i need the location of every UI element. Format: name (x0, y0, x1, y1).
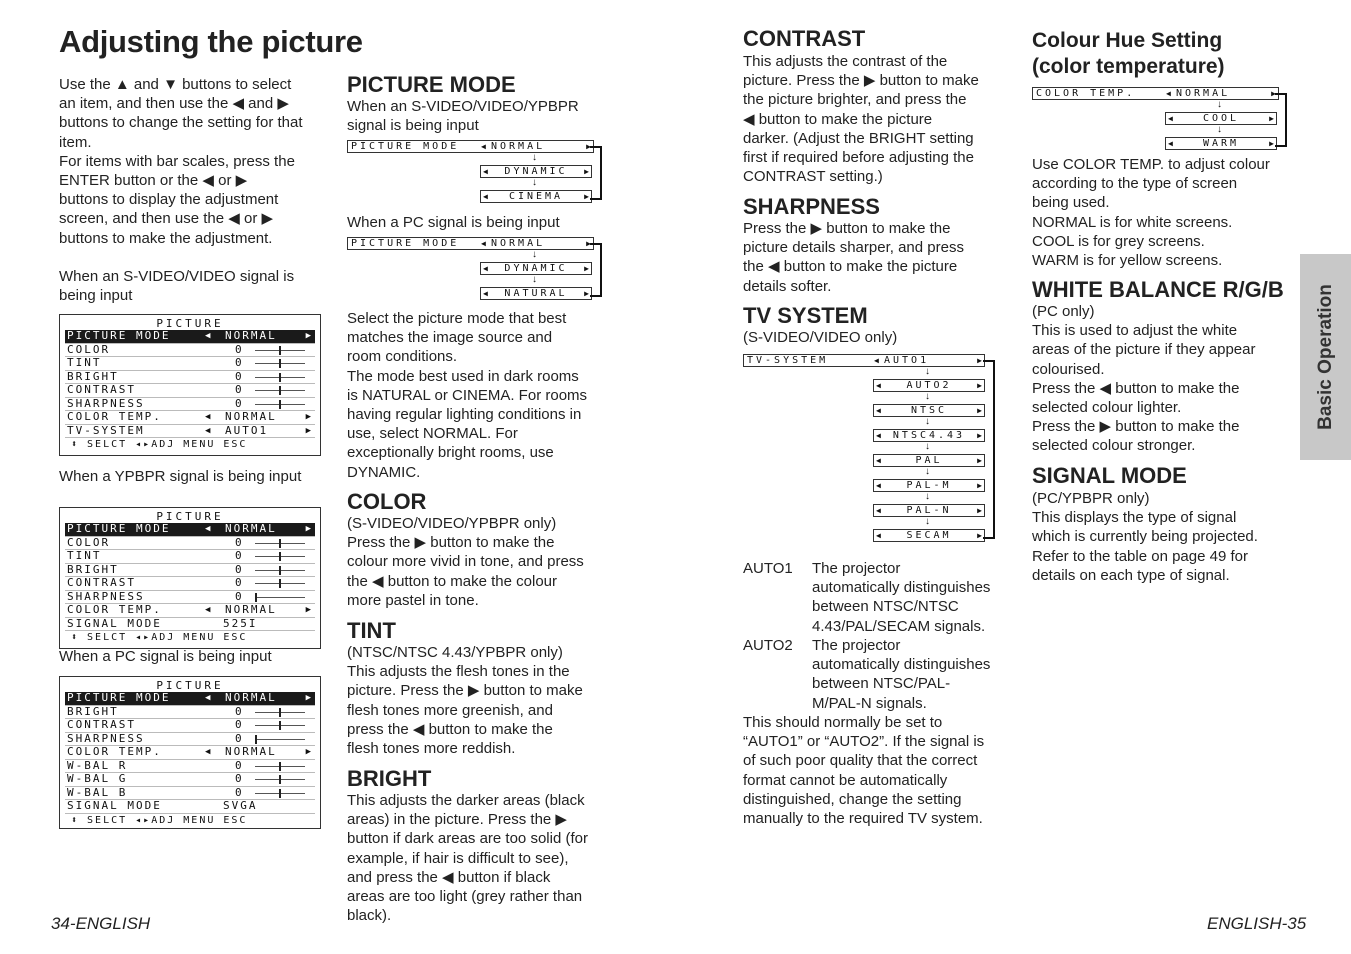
selector-value: PAL (915, 455, 943, 466)
left-arrow-icon: ◀ (205, 524, 213, 534)
osd-row-label: CONTRAST (67, 718, 136, 731)
selector-value: CINEMA (508, 191, 564, 202)
selector-value: SECAM (906, 530, 952, 541)
svideo-caption: When an S-VIDEO/VIDEO signal is being input (59, 268, 295, 305)
osd-row-value: NORMAL (225, 329, 277, 342)
tv-system-selector (743, 354, 993, 546)
osd-row (65, 719, 315, 733)
level-knob (279, 789, 281, 798)
osd-row-value: 0 (235, 369, 244, 383)
osd-row (65, 760, 315, 774)
osd-row-label: SIGNAL MODE (67, 616, 162, 630)
level-knob (279, 346, 281, 355)
osd-row-value: 0 (235, 576, 244, 589)
osd-row-label: PICTURE MODE (67, 691, 171, 704)
left-arrow-icon: ◀ (876, 431, 881, 440)
osd-row-value: 0 (235, 704, 244, 718)
down-arrow-icon: ↓ (925, 491, 930, 502)
osd-row-label: TINT (67, 549, 102, 562)
color-body: (S-VIDEO/VIDEO/YPBPR only) Press the ▶ button to make the colour more vivid in tone, and press the ◀ button to make the colour more pastel in tone. (347, 515, 584, 609)
selector-label: PICTURE MODE (351, 141, 460, 152)
osd-picture-menu-pc (59, 676, 321, 829)
auto2-definition (743, 636, 1005, 713)
osd-row (65, 746, 315, 760)
selector-option-box (873, 529, 985, 542)
osd-row-label: SIGNAL MODE (67, 799, 162, 812)
right-arrow-icon: ▶ (1269, 139, 1274, 148)
osd-row (65, 577, 315, 591)
osd-row-label: BRIGHT (67, 369, 119, 383)
osd-row (65, 618, 315, 632)
signal-mode-heading: SIGNAL MODE (1032, 463, 1187, 488)
right-arrow-icon: ▶ (305, 412, 313, 422)
left-arrow-icon: ◀ (1168, 114, 1173, 123)
level-bar (255, 556, 305, 557)
osd-row-value: 0 (235, 758, 244, 772)
right-arrow-icon: ▶ (977, 356, 982, 365)
page-title: Adjusting the picture (59, 24, 363, 59)
picture-mode-video-caption: When an S-VIDEO/VIDEO/YPBPR signal is being input (347, 98, 579, 135)
left-arrow-icon: ◀ (205, 412, 213, 422)
right-arrow-icon: ▶ (977, 381, 982, 390)
left-arrow-icon: ◀ (876, 506, 881, 515)
osd-row-label: W-BAL B (67, 785, 128, 799)
level-knob (279, 359, 281, 368)
level-knob (279, 552, 281, 561)
level-bar (255, 779, 305, 780)
level-bar (255, 350, 305, 351)
white-balance-heading: WHITE BALANCE R/G/B (1032, 277, 1284, 302)
down-arrow-icon: ↓ (1217, 99, 1222, 110)
osd-row-label: CONTRAST (67, 383, 136, 396)
osd-row-label: BRIGHT (67, 704, 119, 718)
right-arrow-icon: ▶ (586, 239, 591, 248)
osd-row-value: 525I (223, 616, 258, 630)
contrast-body: This adjusts the contrast of the picture. Press the ▶ button to make the picture brighter, and press the ◀ button to make the picture darker. (Adjust the BRIGHT setting first if required before adjusting the CONTRAST setting.) (743, 53, 979, 186)
osd-row-label: COLOR TEMP. (67, 410, 162, 423)
level-knob (279, 373, 281, 382)
color-heading: COLOR (347, 489, 427, 514)
down-arrow-icon: ↓ (1217, 124, 1222, 135)
osd-row (65, 411, 315, 425)
bright-body: This adjusts the darker areas (black areas) in the picture. Press the ▶ button if dark areas are too solid (for example, if hair is difficult to see), and press the ◀ button if black areas are too light (grey rather than black). (347, 792, 588, 925)
cycle-loop-line (983, 360, 995, 539)
osd-title: PICTURE (156, 510, 224, 523)
left-arrow-icon: ◀ (1168, 139, 1173, 148)
auto1-desc: The projector automatically distinguishes between NTSC/NTSC 4.43/PAL/SECAM signals. (812, 560, 991, 635)
osd-row-value: 0 (235, 342, 244, 356)
right-arrow-icon: ▶ (305, 693, 313, 703)
level-bar (255, 570, 305, 571)
bright-heading: BRIGHT (347, 766, 432, 791)
selector-current-box (1032, 87, 1279, 100)
auto2-desc: The projector automatically distinguishes between NTSC/PAL- M/PAL-N signals. (812, 637, 991, 712)
osd-row-value: 0 (235, 396, 244, 410)
left-arrow-icon: ◀ (205, 331, 213, 341)
osd-row-value: NORMAL (225, 691, 277, 704)
osd-row-value: NORMAL (225, 603, 277, 616)
osd-row-value: 0 (235, 718, 244, 731)
osd-row-value: NORMAL (225, 522, 277, 535)
selector-value: PAL-N (906, 505, 952, 516)
osd-row (65, 371, 315, 385)
osd-row-label: SHARPNESS (67, 589, 145, 603)
down-arrow-icon: ↓ (532, 249, 537, 260)
right-arrow-icon: ▶ (305, 524, 313, 534)
osd-row-value: 0 (235, 731, 244, 745)
level-knob (279, 386, 281, 395)
level-knob (279, 721, 281, 730)
osd-row-label: TINT (67, 356, 102, 369)
osd-footer: ⬍ SELCT ◂▸ADJ MENU ESC (71, 632, 248, 643)
right-arrow-icon: ▶ (584, 192, 589, 201)
left-arrow-icon: ◀ (1166, 89, 1171, 98)
left-arrow-icon: ◀ (205, 605, 213, 615)
right-arrow-icon: ▶ (584, 289, 589, 298)
osd-row (65, 384, 315, 398)
osd-row-value: 0 (235, 383, 244, 396)
osd-row (65, 591, 315, 605)
auto1-term: AUTO1 (743, 560, 793, 577)
ypbpr-caption: When a YPBPR signal is being input (59, 468, 302, 485)
level-bar (255, 363, 305, 364)
down-arrow-icon: ↓ (925, 516, 930, 527)
right-arrow-icon: ▶ (305, 747, 313, 757)
osd-row-value: 0 (235, 356, 244, 369)
selector-value: DYNAMIC (504, 166, 568, 177)
level-knob (279, 579, 281, 588)
picture-mode-pc-selector (347, 237, 612, 303)
selector-value: WARM (1202, 138, 1240, 149)
selector-current-box (347, 140, 594, 153)
level-bar (255, 390, 305, 391)
contrast-heading: CONTRAST (743, 26, 866, 51)
selector-current-box (347, 237, 594, 250)
osd-row (65, 523, 315, 537)
osd-row (65, 604, 315, 618)
osd-row (65, 537, 315, 551)
level-bar (255, 793, 305, 794)
level-bar (255, 583, 305, 584)
selector-option-box (480, 190, 592, 203)
right-arrow-icon: ▶ (305, 425, 313, 436)
level-knob (255, 593, 257, 602)
level-knob (255, 735, 257, 744)
osd-row-label: SHARPNESS (67, 731, 145, 745)
intro-text: Use the ▲ and ▼ buttons to select an item, and then use the ◀ and ▶ buttons to change the setting for that item. For items with bar scales, press the ENTER button or the ◀ or ▶ buttons to display the adjustment screen, and then use the ◀ or ▶ buttons to make the adjustment. (59, 76, 303, 247)
osd-row-label: BRIGHT (67, 562, 119, 576)
osd-row (65, 787, 315, 801)
level-bar (255, 597, 305, 598)
selector-option-box (480, 287, 592, 300)
osd-row (65, 706, 315, 720)
osd-row-value: 0 (235, 772, 244, 785)
colour-hue-body: Use COLOR TEMP. to adjust colour according to the type of screen being used. NORMAL is for white screens. COOL is for grey screens. WARM is for yellow screens. (1032, 156, 1270, 270)
picture-mode-heading: PICTURE MODE (347, 72, 516, 97)
cycle-loop-line (590, 243, 602, 297)
left-arrow-icon: ◀ (876, 456, 881, 465)
level-bar (255, 739, 305, 740)
right-arrow-icon: ▶ (305, 331, 313, 341)
section-tab (1300, 254, 1351, 460)
left-arrow-icon: ◀ (876, 481, 881, 490)
left-arrow-icon: ◀ (483, 289, 488, 298)
osd-row (65, 773, 315, 787)
level-bar (255, 377, 305, 378)
selector-label: COLOR TEMP. (1036, 88, 1136, 99)
left-arrow-icon: ◀ (876, 406, 881, 415)
osd-row-label: W-BAL R (67, 758, 128, 772)
osd-row-value: 0 (235, 562, 244, 576)
cycle-loop-line (1275, 93, 1287, 147)
right-arrow-icon: ▶ (977, 431, 982, 440)
tv-system-body: This should normally be set to “AUTO1” or “AUTO2”. If the signal is of such poor quality that the correct format cannot be automatically distinguished, change the setting manually to the required TV system. (743, 714, 985, 828)
selector-value: NTSC (910, 405, 948, 416)
osd-row (65, 330, 315, 344)
osd-row (65, 692, 315, 706)
down-arrow-icon: ↓ (532, 152, 537, 163)
selector-label: TV-SYSTEM (747, 355, 829, 366)
left-arrow-icon: ◀ (481, 142, 486, 151)
sharpness-body: Press the ▶ button to make the picture details sharper, and press the ◀ button to make the picture details softer. (743, 220, 964, 295)
level-knob (279, 539, 281, 548)
tint-body: (NTSC/NTSC 4.43/YPBPR only) This adjusts the flesh tones in the picture. Press the ▶ button to make flesh tones more greenish, and press the ◀ button to make the flesh tones more reddish. (347, 644, 583, 758)
right-arrow-icon: ▶ (584, 167, 589, 176)
osd-row (65, 550, 315, 564)
level-knob (279, 708, 281, 717)
osd-row (65, 564, 315, 578)
level-bar (255, 712, 305, 713)
osd-row (65, 733, 315, 747)
level-bar (255, 766, 305, 767)
osd-row-value: 0 (235, 589, 244, 603)
left-arrow-icon: ◀ (483, 192, 488, 201)
osd-footer: ⬍ SELCT ◂▸ADJ MENU ESC (71, 814, 248, 826)
level-knob (279, 400, 281, 409)
osd-row-label: COLOR (67, 535, 111, 549)
right-arrow-icon: ▶ (305, 605, 313, 615)
osd-row-label: COLOR (67, 342, 111, 356)
osd-row (65, 800, 315, 814)
osd-title: PICTURE (156, 317, 224, 330)
auto1-definition (743, 559, 1005, 636)
right-arrow-icon: ▶ (584, 264, 589, 273)
osd-row (65, 344, 315, 358)
osd-row (65, 357, 315, 371)
osd-row-label: W-BAL G (67, 772, 128, 785)
level-knob (279, 762, 281, 771)
level-bar (255, 543, 305, 544)
selector-option-box (1165, 137, 1277, 150)
osd-row-label: SHARPNESS (67, 396, 145, 410)
selector-value: AUTO1 (884, 355, 930, 366)
color-temp-selector (1032, 87, 1297, 153)
level-knob (279, 775, 281, 784)
selector-value: COOL (1202, 113, 1240, 124)
osd-row-value: 0 (235, 549, 244, 562)
right-arrow-icon: ▶ (977, 406, 982, 415)
selector-value: NTSC4.43 (892, 430, 966, 441)
selector-current-box (743, 354, 985, 367)
osd-row-value: NORMAL (225, 745, 277, 758)
osd-row-label: PICTURE MODE (67, 522, 171, 535)
left-arrow-icon: ◀ (481, 239, 486, 248)
selector-value: DYNAMIC (504, 263, 568, 274)
picture-mode-body: Select the picture mode that best matches the image source and room conditions. The mode best used in dark rooms is NATURAL or CINEMA. For rooms having regular lighting conditions in use, select NORMAL. For exceptionally bright rooms, use DYNAMIC. (347, 310, 588, 481)
left-arrow-icon: ◀ (876, 381, 881, 390)
tint-heading: TINT (347, 618, 396, 643)
sharpness-heading: SHARPNESS (743, 194, 880, 219)
left-arrow-icon: ◀ (205, 747, 213, 757)
tv-system-sub: (S-VIDEO/VIDEO only) (743, 329, 898, 346)
selector-label: PICTURE MODE (351, 238, 460, 249)
picture-mode-video-selector (347, 140, 612, 206)
osd-row-value: 0 (235, 785, 244, 799)
osd-row (65, 398, 315, 412)
colour-hue-heading: Colour Hue Setting (color temperature) (1032, 29, 1225, 78)
right-arrow-icon: ▶ (1269, 114, 1274, 123)
left-arrow-icon: ◀ (483, 167, 488, 176)
tv-system-heading: TV SYSTEM (743, 303, 868, 328)
down-arrow-icon: ↓ (925, 391, 930, 402)
selector-value: NORMAL (491, 238, 546, 249)
signal-mode-body: (PC/YPBPR only) This displays the type of signal which is currently being projected. Refer to the table on page 49 for details on each type of signal. (1032, 490, 1258, 584)
osd-picture-menu-svideo (59, 314, 321, 456)
section-tab-label: Basic Operation (1314, 284, 1336, 430)
osd-row-label: COLOR TEMP. (67, 603, 162, 616)
cycle-loop-line (590, 146, 602, 200)
osd-row-value: SVGA (223, 799, 258, 812)
osd-row (65, 425, 315, 439)
osd-row-value: 0 (235, 535, 244, 549)
selector-value: NORMAL (491, 141, 546, 152)
selector-value: PAL-M (906, 480, 952, 491)
osd-title: PICTURE (156, 679, 224, 692)
right-arrow-icon: ▶ (1271, 89, 1276, 98)
osd-row-label: PICTURE MODE (67, 329, 171, 342)
left-arrow-icon: ◀ (483, 264, 488, 273)
footer-left: 34-ENGLISH (51, 914, 151, 933)
down-arrow-icon: ↓ (532, 177, 537, 188)
osd-row-label: COLOR TEMP. (67, 745, 162, 758)
down-arrow-icon: ↓ (532, 274, 537, 285)
pc-caption: When a PC signal is being input (59, 648, 272, 665)
level-knob (279, 566, 281, 575)
osd-footer: ⬍ SELCT ◂▸ADJ MENU ESC (71, 439, 248, 450)
right-arrow-icon: ▶ (977, 481, 982, 490)
right-arrow-icon: ▶ (977, 531, 982, 540)
left-arrow-icon: ◀ (876, 531, 881, 540)
down-arrow-icon: ↓ (925, 416, 930, 427)
selector-value: NORMAL (1176, 88, 1231, 99)
right-arrow-icon: ▶ (586, 142, 591, 151)
right-arrow-icon: ▶ (977, 456, 982, 465)
picture-mode-pc-caption: When a PC signal is being input (347, 214, 560, 231)
left-arrow-icon: ◀ (205, 693, 213, 703)
selector-value: AUTO2 (906, 380, 952, 391)
osd-row-value: AUTO1 (225, 423, 269, 437)
down-arrow-icon: ↓ (925, 366, 930, 377)
left-arrow-icon: ◀ (874, 356, 879, 365)
osd-row-label: CONTRAST (67, 576, 136, 589)
osd-picture-menu-ypbpr (59, 507, 321, 649)
auto2-term: AUTO2 (743, 637, 793, 654)
down-arrow-icon: ↓ (925, 466, 930, 477)
down-arrow-icon: ↓ (925, 441, 930, 452)
selector-value: NATURAL (504, 288, 568, 299)
right-arrow-icon: ▶ (977, 506, 982, 515)
level-bar (255, 404, 305, 405)
left-arrow-icon: ◀ (205, 425, 213, 436)
level-bar (255, 725, 305, 726)
osd-row-value: NORMAL (225, 410, 277, 423)
osd-row-label: TV-SYSTEM (67, 423, 145, 437)
white-balance-body: (PC only) This is used to adjust the white areas of the picture if they appear colourised. Press the ◀ button to make the selected colour lighter. Press the ▶ button to make the selected colour stronger. (1032, 303, 1256, 455)
footer-right: ENGLISH-35 (1207, 914, 1307, 933)
